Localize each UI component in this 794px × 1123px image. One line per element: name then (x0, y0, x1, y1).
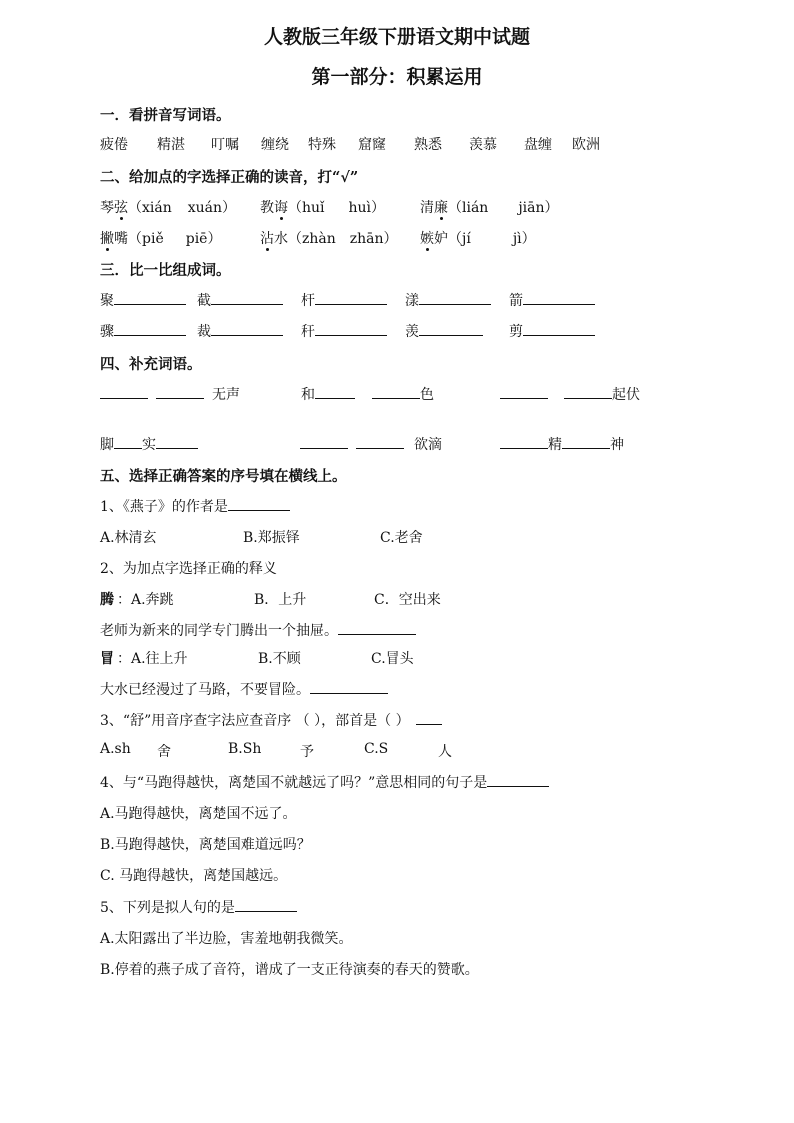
answer-blank[interactable] (419, 321, 483, 336)
answer-blank[interactable] (211, 290, 283, 305)
answer-blank[interactable] (372, 384, 420, 399)
idiom-fragment: 和 (301, 387, 315, 403)
dotted-char: 沾 (260, 228, 274, 248)
option: B.郑振铎 (243, 530, 300, 546)
answer-blank[interactable] (338, 620, 416, 635)
option: A.sh (100, 741, 131, 757)
answer-blank[interactable] (228, 496, 290, 511)
word: 缠绕 (261, 137, 289, 153)
reading-item: 教诲（huǐ huì） (260, 197, 385, 217)
answer-blank[interactable] (562, 434, 610, 449)
section-5-heading: 五、选择正确答案的序号填在横线上。 (100, 468, 347, 485)
answer-blank[interactable] (500, 434, 548, 449)
part-title: 第一部分：积累运用 (311, 66, 483, 88)
dotted-char: 廉 (434, 197, 448, 217)
reading-item: 嫉妒（jí jì） (420, 228, 536, 248)
compare-char: 裁 (197, 321, 283, 341)
option: C．空出来 (374, 592, 441, 608)
pinyin-option[interactable]: huì (348, 200, 372, 216)
answer-blank[interactable] (114, 290, 186, 305)
compare-char: 羡 (405, 321, 483, 341)
char: 教 (260, 200, 274, 216)
question-4-option-c: C. 马跑得越快，离楚国越远。 (100, 868, 288, 884)
option: C.老舍 (380, 530, 423, 546)
option: B.Sh (228, 741, 262, 757)
reading-item: 清廉（lián jiān） (420, 197, 559, 217)
answer-blank[interactable] (100, 384, 148, 399)
word: 窟窿 (358, 137, 386, 153)
option: C.S (364, 741, 389, 757)
word: 疲倦 (100, 137, 128, 153)
option-char: 人 (438, 744, 452, 760)
char: 妒 (434, 231, 448, 247)
idiom-fragment: 无声 (212, 387, 240, 403)
char: 琴 (100, 200, 114, 216)
dotted-char: 嫉 (420, 228, 434, 248)
word: 熟悉 (414, 137, 442, 153)
option-char: 予 (300, 744, 314, 760)
word: 叮嘱 (211, 137, 239, 153)
reading-item: 撇嘴（piě piē） (100, 228, 221, 248)
answer-blank[interactable] (300, 434, 348, 449)
compare-char: 剪 (509, 321, 595, 341)
question-5: 5、下列是拟人句的是 (100, 897, 297, 917)
pinyin-option[interactable]: xián (142, 200, 172, 216)
idiom-fragment: 欲滴 (414, 437, 442, 453)
idiom-fragment: 脚 (100, 437, 114, 453)
idiom-fragment: 神 (610, 437, 624, 453)
section-2-heading: 二、给加点的字选择正确的读音，打“√” (100, 169, 359, 186)
dotted-char: 撇 (100, 228, 114, 248)
word: 盘缠 (524, 137, 552, 153)
section-3-heading: 三．比一比组成词。 (100, 262, 231, 279)
pinyin-option[interactable]: jí (462, 231, 471, 247)
page-title: 人教版三年级下册语文期中试题 (263, 26, 530, 48)
char: 嘴 (114, 231, 128, 247)
answer-blank[interactable] (315, 321, 387, 336)
word: 欧洲 (572, 137, 600, 153)
answer-blank[interactable] (356, 434, 404, 449)
answer-blank[interactable] (156, 434, 198, 449)
answer-blank[interactable] (500, 384, 548, 399)
reading-item: 琴弦（xián xuán） (100, 197, 236, 217)
target-word: 腾 (100, 592, 114, 608)
question-4: 4、与“马跑得越快，离楚国不就越远了吗？”意思相同的句子是 (100, 772, 549, 792)
pinyin-option[interactable]: zhàn (302, 231, 336, 247)
compare-char: 漾 (405, 290, 491, 310)
option: B.不顾 (258, 651, 301, 667)
question-3: 3、“舒”用音序查字法应查音序 （ ），部首是（ ） (100, 710, 442, 730)
pinyin-option[interactable]: huǐ (302, 200, 325, 216)
answer-blank[interactable] (416, 710, 442, 725)
word: 特殊 (308, 137, 336, 153)
word: 羡慕 (469, 137, 497, 153)
pinyin-option[interactable]: xuán (187, 200, 223, 216)
idiom-fragment: 实 (142, 437, 156, 453)
dotted-char: 弦 (114, 197, 128, 217)
answer-blank[interactable] (315, 290, 387, 305)
option: A.林清玄 (100, 530, 157, 546)
question-2a-sentence: 老师为新来的同学专门腾出一个抽屉。 (100, 620, 416, 640)
section-1-heading: 一．看拼音写词语。 (100, 107, 231, 124)
question-5-option-b: B.停着的燕子成了音符，谱成了一支正待演奏的春天的赞歌。 (100, 962, 479, 978)
word: 精湛 (157, 137, 185, 153)
answer-blank[interactable] (114, 321, 186, 336)
compare-char: 聚 (100, 290, 186, 310)
question-2: 2、为加点字选择正确的释义 (100, 561, 277, 577)
pinyin-option[interactable]: zhān (349, 231, 384, 247)
option-char: 舍 (157, 744, 171, 760)
target-word: 冒 (100, 651, 114, 667)
compare-char: 截 (197, 290, 283, 310)
question-5-option-a: A.太阳露出了半边脸，害羞地朝我微笑。 (100, 931, 353, 947)
idiom-fragment: 色 (420, 387, 434, 403)
compare-char: 杆 (301, 290, 387, 310)
compare-char: 秆 (301, 321, 387, 341)
answer-blank[interactable] (564, 384, 612, 399)
question-4-option-a: A.马跑得越快，离楚国不远了。 (100, 806, 297, 822)
pinyin-option[interactable]: jiān (518, 200, 545, 216)
compare-char: 箭 (509, 290, 595, 310)
answer-blank[interactable] (114, 434, 142, 449)
idiom-fragment: 起伏 (612, 387, 640, 403)
question-4-option-b: B.马跑得越快，离楚国难道远吗？ (100, 837, 311, 853)
answer-blank[interactable] (523, 290, 595, 305)
option: ：A.往上升 (117, 651, 188, 667)
answer-blank[interactable] (487, 772, 549, 787)
option: C.冒头 (371, 651, 414, 667)
answer-blank[interactable] (156, 384, 204, 399)
option: B．上升 (254, 592, 307, 608)
idiom-fragment: 精 (548, 437, 562, 453)
pinyin-option[interactable]: jì (512, 231, 522, 247)
answer-blank[interactable] (419, 290, 491, 305)
pinyin-option[interactable]: lián (462, 200, 489, 216)
option: ：A.奔跳 (117, 592, 174, 608)
question-2b-sentence: 大水已经漫过了马路，不要冒险。 (100, 679, 388, 699)
compare-char: 骤 (100, 321, 186, 341)
char: 水 (274, 231, 288, 247)
section-4-heading: 四、补充词语。 (100, 356, 202, 373)
answer-blank[interactable] (315, 384, 355, 399)
answer-blank[interactable] (523, 321, 595, 336)
question-1: 1、《燕子》的作者是 (100, 496, 290, 516)
reading-item: 沾水（zhàn zhān） (260, 228, 398, 248)
char: 清 (420, 200, 434, 216)
pinyin-option[interactable]: piē (185, 231, 208, 247)
answer-blank[interactable] (235, 897, 297, 912)
answer-blank[interactable] (310, 679, 388, 694)
pinyin-option[interactable]: piě (142, 231, 164, 247)
answer-blank[interactable] (211, 321, 283, 336)
dotted-char: 诲 (274, 197, 288, 217)
